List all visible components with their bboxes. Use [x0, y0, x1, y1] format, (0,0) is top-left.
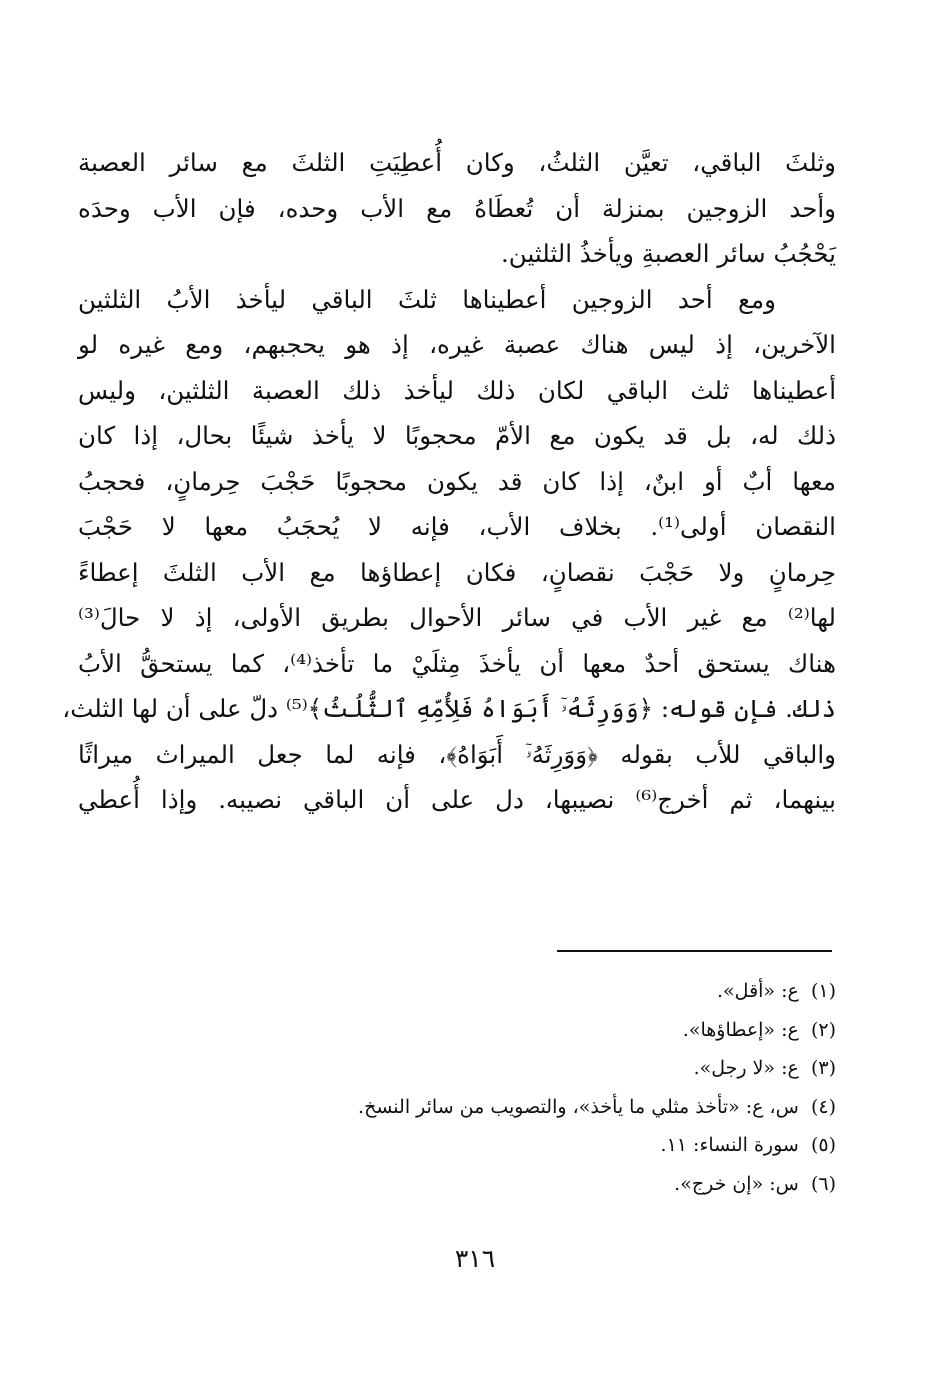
text-line: وثلثَ الباقي، تعيَّن الثلثُ، وكان أُعطِيَتِ الثلثَ مع سائر العصبة — [78, 148, 836, 177]
footnote-text: س: «إن خرج». — [674, 1172, 799, 1195]
page-number: ٣١٦ — [454, 1244, 496, 1273]
text-line: حِرمانٍ ولا حَجْبَ نقصانٍ، فكان إعطاؤها مع الأب الثلثَ إعطاءً — [78, 557, 836, 587]
footnote-number: (٤) — [810, 1095, 836, 1118]
footnote-number: (٥) — [810, 1134, 836, 1156]
footnote-text: ع: «أقل». — [717, 980, 799, 1002]
text-line: هناك يستحق أحدٌ معها أن يأخذَ مِثلَيْ ما تأخذ⁽⁴⁾، كما يستحقُّ الأبُ — [78, 648, 836, 678]
text-line: ذلك له، بل قد يكون مع الأمّ محجوبًا لا يأخذ شيئًا بحال، إذا كان — [78, 421, 836, 450]
footnote — [150, 1126, 836, 1165]
text-line: بينهما، ثم أخرج⁽⁶⁾ نصيبها، دل على أن الباقي نصيبه. وإذا أُعطي — [78, 785, 837, 814]
footnote — [150, 1049, 836, 1088]
text-line: أعطيناها ثلث الباقي لكان ذلك ليأخذ ذلك العصبة الثلثين، وليس — [78, 375, 836, 405]
footnote-text: سورة النساء: ١١. — [660, 1134, 799, 1156]
text-line: وأحد الزوجين بمنزلة أن تُعطَاهُ مع الأب وحده، فإن الأب وحدَه — [78, 193, 836, 223]
text-line: يَحْجُبُ سائر العصبةِ ويأخذُ الثلثين. — [501, 239, 836, 268]
footnote-number: (٣) — [810, 1057, 836, 1079]
text-line: معها أبٌ أو ابنٌ، إذا كان قد يكون محجوبًا حَجْبَ حِرمانٍ، فحجبُ — [78, 466, 836, 496]
footnotes — [150, 972, 836, 1203]
footnote-separator — [557, 950, 832, 952]
footnote — [150, 972, 836, 1011]
text-line: والباقي للأب بقوله ﴿وَوَرِثَهُۥٓ أَبَوَاهُ﴾، فإنه لما جعل الميراث ميراثًا — [78, 739, 836, 769]
text-line: ذلك. فإن قوله: ﴿وَوَرِثَهُۥٓ أَبَوَاهُ فَلِأُمِّهِ ٱلثُّلُثُ﴾⁽⁵⁾ دلّ على أن لها الثلث، — [62, 694, 836, 723]
text-line: الآخرين، إذ ليس هناك عصبة غيره، إذ هو يحجبهم، ومع غيره لو — [78, 330, 836, 359]
footnote — [150, 1088, 836, 1127]
footnote-text: ع: «لا رجل». — [693, 1057, 799, 1079]
footnote-number: (١) — [810, 980, 836, 1002]
footnote — [150, 1011, 836, 1050]
footnote-number: (٦) — [810, 1172, 836, 1195]
text-line: النقصان أولى⁽¹⁾. بخلاف الأب، فإنه لا يُحجَبُ معها لا حَجْبَ — [78, 512, 836, 541]
footnote-text: س، ع: «تأخذ مثلي ما يأخذ»، والتصويب من سائر النسخ. — [358, 1095, 799, 1118]
text-line: ومع أحد الزوجين أعطيناها ثلثَ الباقي ليأخذ الأبُ الثلثين — [78, 284, 776, 314]
text-line: لها⁽²⁾ مع غير الأب في سائر الأحوال بطريق الأولى، إذ لا حالَ⁽³⁾ — [78, 603, 836, 632]
footnote — [150, 1165, 836, 1204]
footnote-number: (٢) — [810, 1018, 836, 1041]
footnote-text: ع: «إعطاؤها». — [682, 1018, 799, 1041]
main-text — [62, 140, 837, 823]
